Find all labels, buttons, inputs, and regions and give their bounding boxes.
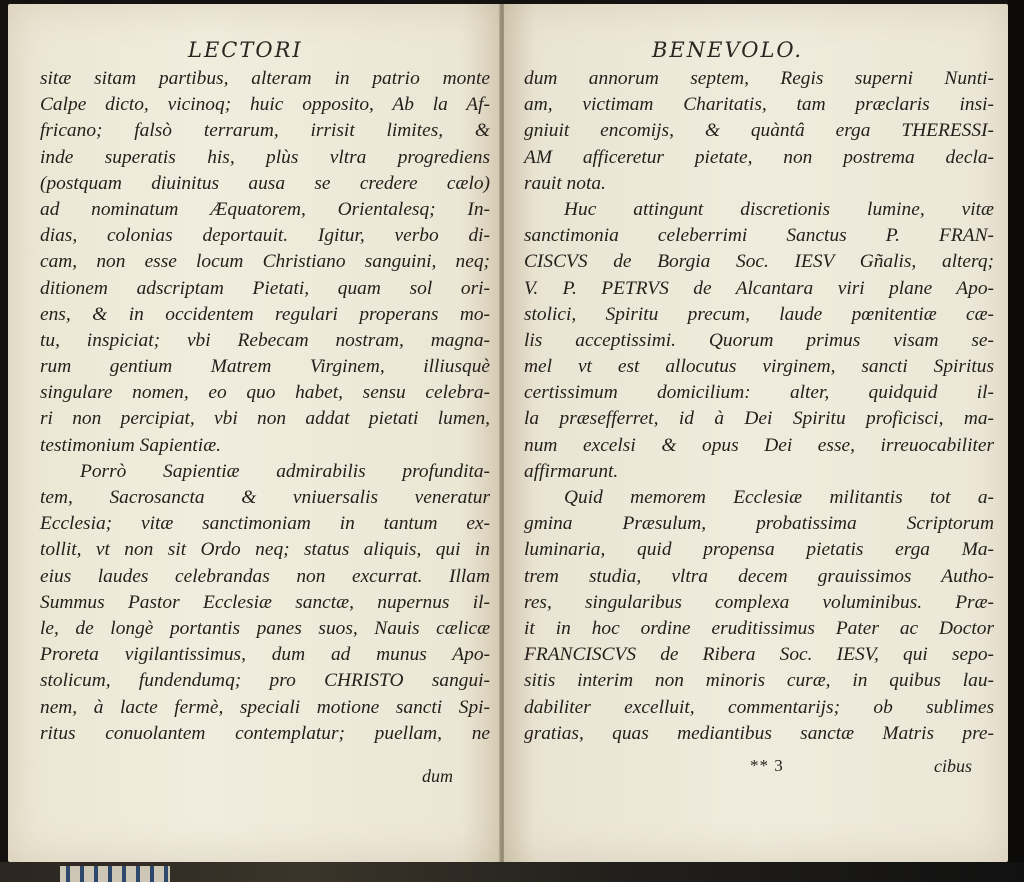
label-fragment — [60, 866, 170, 882]
text-line: gniuit encomijs, & quàntâ erga THERESSI- — [524, 120, 994, 142]
text-line: certissimum domicilium: alter, quidquid il- — [524, 382, 994, 404]
text-line: inde superatis his, plùs vltra progrediens — [40, 146, 490, 168]
text-line: am, victimam Charitatis, tam præclaris insi- — [524, 94, 994, 116]
text-line: singulare nomen, eo quo habet, sensu celebra- — [40, 382, 490, 404]
text-line: mel vt est allocutus virginem, sancti Spiritus — [524, 356, 994, 378]
text-line: rauit nota. — [524, 172, 606, 194]
text-line: ad nominatum Æquatorem, Orientalesq; In- — [40, 198, 490, 220]
text-line: V. P. PETRVS de Alcantara viri plane Apo- — [524, 277, 994, 299]
text-line: num excelsi & opus Dei esse, irreuocabiliter — [524, 434, 994, 456]
text-line: rum gentium Matrem Virginem, illiusquè — [40, 356, 490, 378]
text-line: AM afficeretur pietate, non postrema decla- — [524, 146, 994, 168]
text-line: ditionem adscriptam Pietati, quam sol ori- — [40, 277, 490, 299]
text-line: sitæ sitam partibus, alteram in patrio monte — [40, 68, 490, 89]
text-line: res, singularibus complexa voluminibus. Præ- — [524, 591, 994, 613]
text-line: gmina Præsulum, probatissima Scriptorum — [524, 513, 994, 535]
bottom-edge-strip — [0, 862, 1024, 882]
text-line: stolici, Spiritu precum, laude pœnitentiæ cæ- — [524, 303, 994, 325]
text-line: CISCVS de Borgia Soc. IESV Gñalis, alterq; — [524, 251, 994, 273]
text-line: tollit, vt non sit Ordo neq; status aliquis, qui in — [40, 539, 490, 561]
text-line: FRANCISCVS de Ribera Soc. IESV, qui sepo- — [524, 644, 994, 666]
text-line: lis acceptissimi. Quorum primus visam se- — [524, 329, 994, 351]
right-text-block — [524, 66, 994, 747]
text-line: la præsefferret, id à Dei Spiritu proficisci, ma- — [524, 408, 994, 430]
text-line: le, de longè portantis panes suos, Nauis cælicæ — [40, 617, 490, 639]
text-line: trem studia, vltra decem grauissimos Autho- — [524, 565, 994, 587]
right-catchword: cibus — [934, 756, 972, 776]
text-line: sitis interim non minoris curæ, in quibus lau- — [524, 670, 994, 692]
text-line: (postquam diuinitus ausa se credere cælo) — [40, 172, 490, 194]
text-line: it in hoc ordine eruditissimus Pater ac Doctor — [524, 617, 994, 639]
text-line: nem, à lacte fermè, speciali motione sancti Spi- — [40, 696, 490, 718]
text-line: eius laudes celebrandas non excurrat. Illam — [40, 565, 490, 587]
text-line: affirmarunt. — [524, 460, 619, 482]
text-line: sanctimonia celeberrimi Sanctus P. FRAN- — [524, 225, 994, 247]
text-line: ri non percipiat, vbi non addat pietati lumen, — [40, 408, 490, 430]
text-line: Huc attingunt discretionis lumine, vitæ — [564, 198, 994, 220]
signature-mark: ** 3 — [750, 756, 784, 775]
text-line: gratias, quas mediantibus sanctæ Matris pre- — [524, 722, 994, 744]
text-line: ritus conuolantem contemplatur; puellam, ne — [40, 722, 490, 744]
text-line: Porrò Sapientiæ admirabilis profundita- — [80, 460, 490, 482]
right-running-head: BENEVOLO. — [652, 38, 804, 62]
left-text-block — [40, 66, 490, 747]
text-line: dabiliter excelluit, commentarijs; ob sublimes — [524, 696, 994, 718]
text-line: testimonium Sapientiæ. — [40, 434, 221, 456]
left-page — [8, 4, 500, 862]
text-line: stolicum, fundendumq; pro CHRISTO sangui- — [40, 670, 490, 692]
text-line: ens, & in occidentem regulari properans mo- — [40, 303, 490, 325]
text-line: Ecclesia; vitæ sanctimoniam in tantum ex- — [40, 513, 490, 535]
text-line: dias, colonias deportauit. Igitur, verbo di- — [40, 225, 490, 247]
text-line: tu, inspiciat; vbi Rebecam nostram, magna- — [40, 329, 490, 351]
text-line: tem, Sacrosancta & vniuersalis veneratur — [40, 487, 490, 508]
text-line: Calpe dicto, vicinoq; huic opposito, Ab la Af- — [40, 94, 490, 116]
text-line: cam, non esse locum Christiano sanguini, neq; — [40, 251, 490, 273]
text-line: Quid memorem Ecclesiæ militantis tot a- — [564, 487, 994, 508]
text-line: dum annorum septem, Regis superni Nunti- — [524, 68, 994, 89]
left-running-head: LECTORI — [188, 38, 303, 62]
text-line: luminaria, quid propensa pietatis erga Ma- — [524, 539, 994, 561]
scan-edge — [1008, 0, 1024, 862]
text-line: Proreta vigilantissimus, dum ad munus Apo- — [40, 644, 490, 666]
text-line: Summus Pastor Ecclesiæ sanctæ, nupernus il- — [40, 591, 490, 613]
right-page — [504, 4, 1008, 862]
text-line: fricano; falsò terrarum, irrisit limites, & — [40, 120, 490, 142]
left-catchword: dum — [422, 766, 453, 786]
